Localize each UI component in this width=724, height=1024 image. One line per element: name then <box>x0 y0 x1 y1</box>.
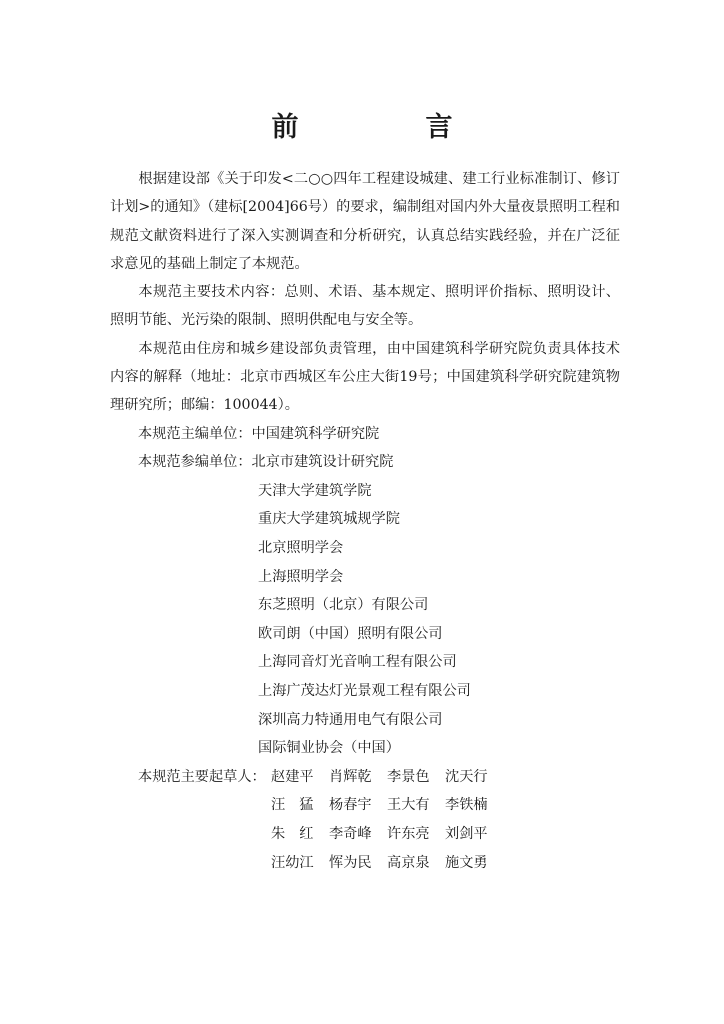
drafter-name: 李铁楠 <box>445 797 488 814</box>
drafter-name: 高京泉 <box>387 854 430 871</box>
drafters-line <box>110 791 620 820</box>
chief-unit-label: 本规范主编单位： <box>138 425 252 442</box>
participating-unit-item: 深圳高力特通用电气有限公司 <box>258 711 443 728</box>
participating-unit-item: 上海广茂达灯光景观工程有限公司 <box>258 683 471 700</box>
drafter-name: 李景色 <box>387 768 430 785</box>
paragraph-background: 根据建设部《关于印发<二○○四年工程建设城建、建工行业标准制订、修订计划>的通知》（建标[2004]66号）的要求，编制组对国内外大量夜景照明工程和规范文献资料进行了深入实测调查和分析研究，认真总结实践经验，并在广泛征求意见的基础上制定了本规范。 <box>110 171 620 272</box>
drafter-name: 赵建平 <box>271 768 314 785</box>
drafters-line <box>110 849 620 878</box>
participating-unit-item: 北京照明学会 <box>258 540 344 557</box>
drafter-name: 肖辉乾 <box>329 768 372 785</box>
participating-unit-line <box>110 448 620 477</box>
drafters-label: 本规范主要起草人： <box>138 768 266 785</box>
drafter-name: 刘剑平 <box>445 825 488 842</box>
drafter-name: 许东亮 <box>387 825 430 842</box>
drafter-name: 王大有 <box>387 797 430 814</box>
participating-unit-item: 重庆大学建筑城规学院 <box>258 511 400 528</box>
participating-unit-item: 天津大学建筑学院 <box>258 482 372 499</box>
participating-unit-item: 国际铜业协会（中国） <box>258 740 400 757</box>
drafter-name: 李奇峰 <box>329 825 372 842</box>
chief-unit-value: 中国建筑科学研究院 <box>251 425 380 442</box>
drafters-line <box>110 763 620 792</box>
participating-unit-item: 东芝照明（北京）有限公司 <box>258 597 429 614</box>
page-title: 前 言 <box>271 112 503 143</box>
drafters-line <box>110 820 620 849</box>
chief-unit-line <box>110 420 620 449</box>
paragraph-management: 本规范由住房和城乡建设部负责管理，由中国建筑科学研究院负责具体技术内容的解释（地址：北京市西城区车公庄大街19号；中国建筑科学研究院建筑物理研究所；邮编：100044）。 <box>110 340 620 414</box>
participating-unit-label: 本规范参编单位： <box>138 454 252 471</box>
drafter-name: 汪猛 <box>271 797 328 814</box>
drafter-name: 沈天行 <box>445 768 488 785</box>
drafter-name: 朱红 <box>271 825 328 842</box>
drafter-name: 施文勇 <box>445 854 488 871</box>
participating-unit-item: 北京市建筑设计研究院 <box>251 454 394 471</box>
preface-body <box>110 165 620 877</box>
participating-unit-item: 上海同音灯光音响工程有限公司 <box>258 654 457 671</box>
drafter-name: 汪幼江 <box>271 854 314 871</box>
participating-unit-item: 上海照明学会 <box>258 568 344 585</box>
paragraph-contents: 本规范主要技术内容：总则、术语、基本规定、照明评价指标、照明设计、照明节能、光污染的限制、照明供配电与安全等。 <box>110 284 620 329</box>
drafter-name: 恽为民 <box>329 854 372 871</box>
drafter-name: 杨春宇 <box>329 797 372 814</box>
participating-unit-item: 欧司朗（中国）照明有限公司 <box>258 625 443 642</box>
